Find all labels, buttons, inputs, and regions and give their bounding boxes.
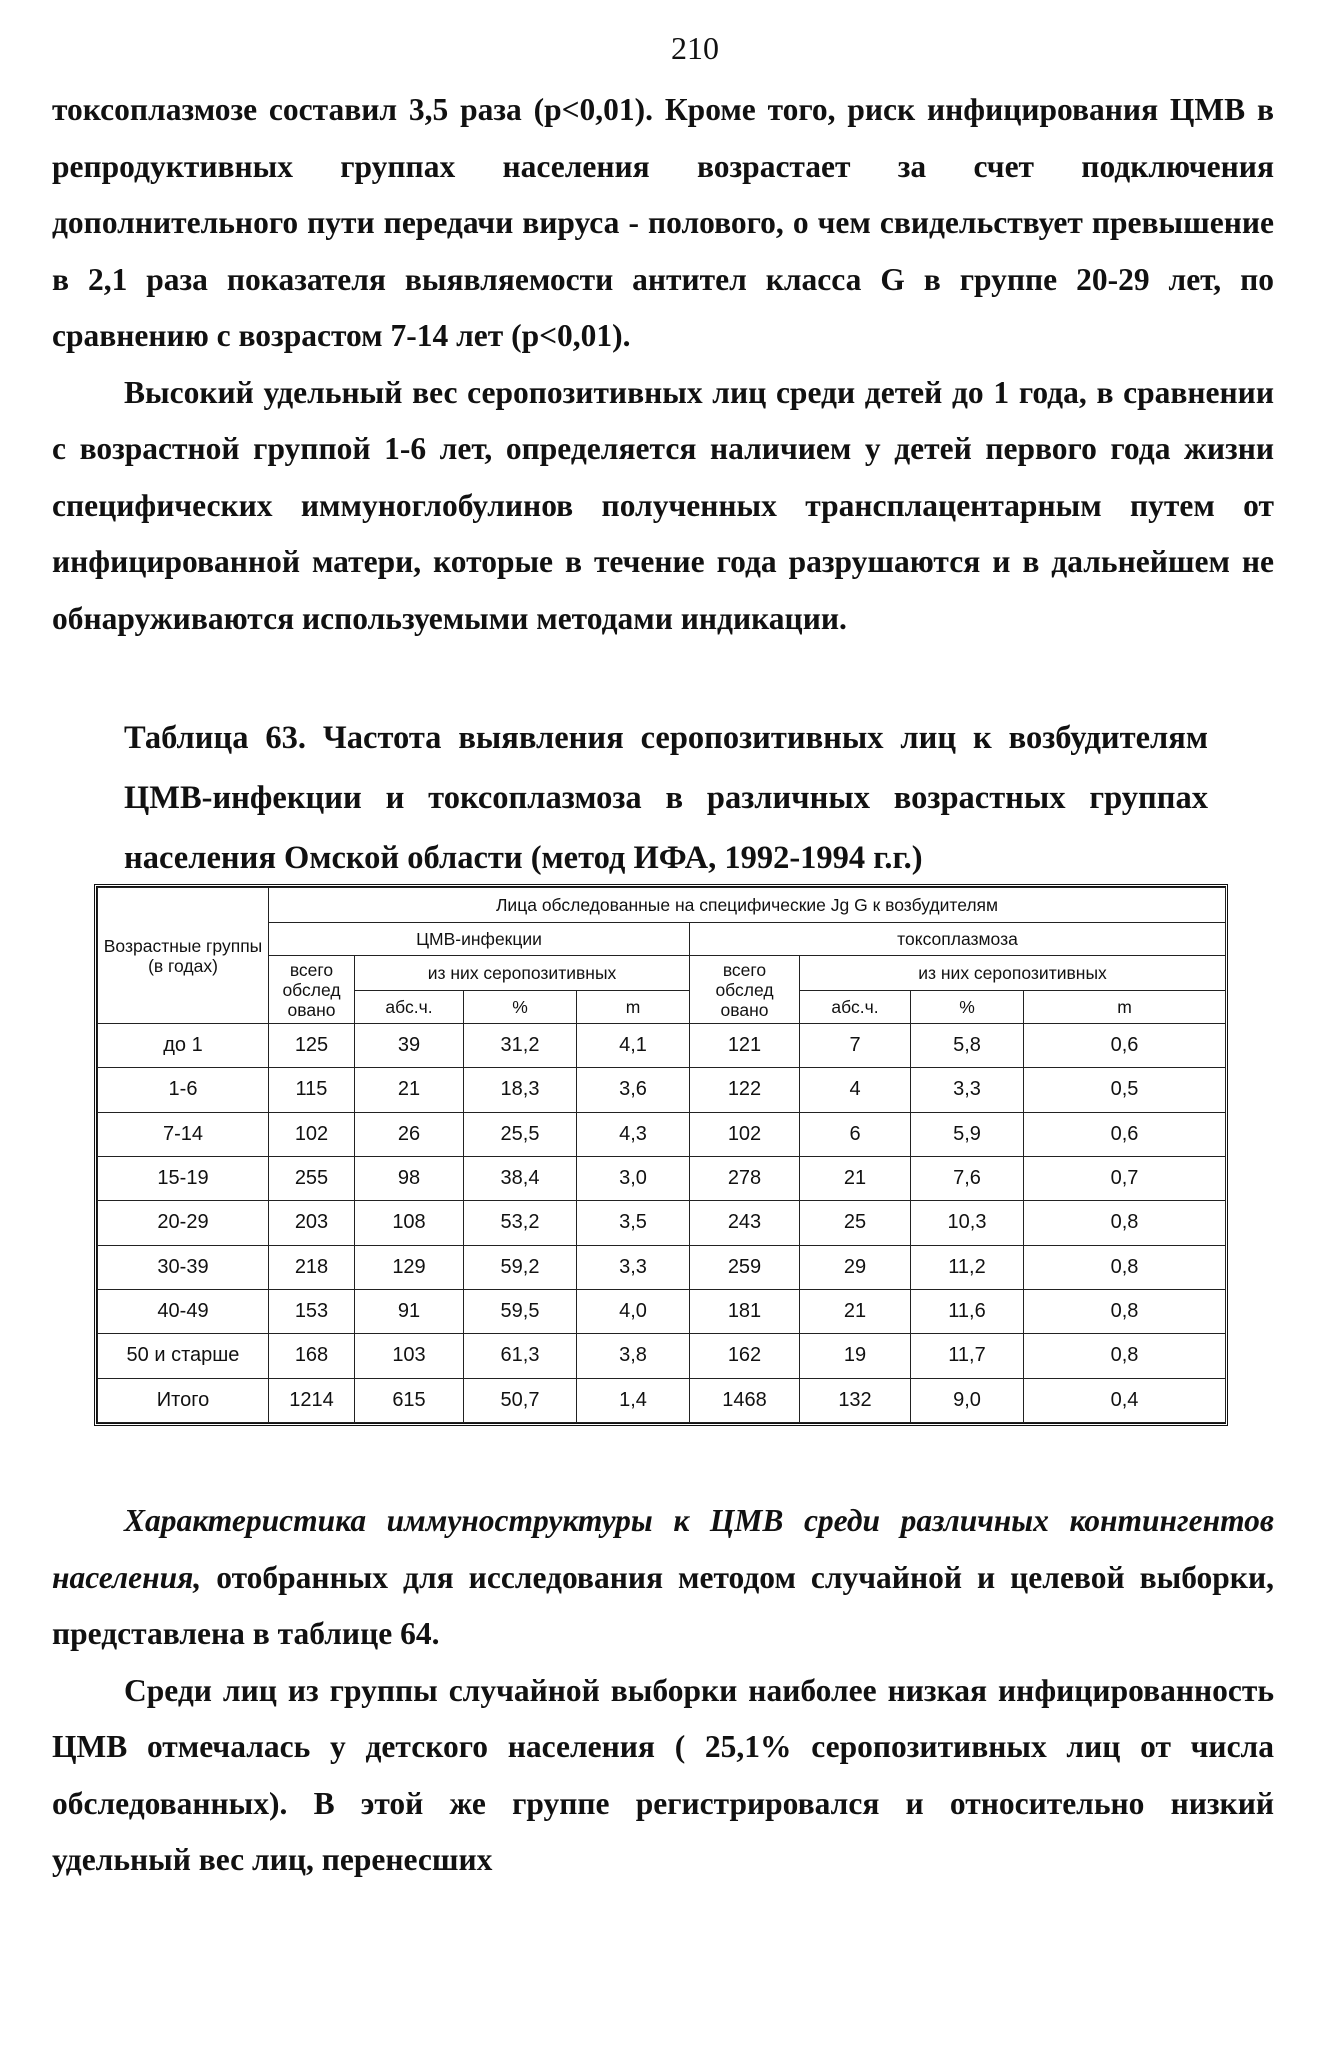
table-cell-t-pct: 5,9 [911,1112,1024,1156]
data-table [97,887,1226,1423]
toxo-total-header: всего обслед овано [690,956,800,1024]
table-caption [124,708,1208,888]
table-cell-t-total: 122 [690,1068,800,1112]
table-cell-t-abs: 7 [800,1024,911,1068]
table-cell-t-abs: 19 [800,1334,911,1378]
table-cell-age: 40-49 [98,1289,269,1333]
table-cell-c-abs: 108 [355,1201,464,1245]
table-cell-c-total: 125 [269,1024,355,1068]
table-cell-t-m: 0,8 [1024,1201,1226,1245]
age-group-header: Возрастные группы (в годах) [98,888,269,1024]
table-cell-c-abs: 91 [355,1289,464,1333]
table-cell-t-m: 0,8 [1024,1289,1226,1333]
table-cell-t-pct: 11,7 [911,1334,1024,1378]
top-text-block [52,82,1274,647]
table-cell-c-total: 255 [269,1156,355,1200]
toxo-header: токсоплазмоза [690,923,1226,956]
toxo-pct-header: % [911,991,1024,1024]
toxo-abs-header: абс.ч. [800,991,911,1024]
table-cell-t-pct: 7,6 [911,1156,1024,1200]
table-cell-t-abs: 132 [800,1378,911,1422]
table-cell-c-abs: 26 [355,1112,464,1156]
table-cell-age: 1-6 [98,1068,269,1112]
toxo-m-header: m [1024,991,1226,1024]
table-cell-c-total: 218 [269,1245,355,1289]
table-cell-c-m: 4,1 [577,1024,690,1068]
table-cell-age: до 1 [98,1024,269,1068]
table-cell-c-pct: 38,4 [464,1156,577,1200]
table-row [98,1112,1226,1156]
table-cell-t-total: 102 [690,1112,800,1156]
table-cell-c-m: 1,4 [577,1378,690,1422]
table-cell-t-total: 1468 [690,1378,800,1422]
table-cell-t-abs: 21 [800,1156,911,1200]
examined-persons-header: Лица обследованные на специфические Jg G к возбудителям [269,888,1226,923]
table-cell-t-total: 243 [690,1201,800,1245]
paragraph-3 [52,1493,1274,1663]
table-cell-c-abs: 129 [355,1245,464,1289]
table-row [98,1201,1226,1245]
table-cell-t-m: 0,6 [1024,1112,1226,1156]
toxo-positive-header: из них серопозитивных [800,956,1226,991]
table-cell-t-pct: 5,8 [911,1024,1024,1068]
table-cell-t-total: 278 [690,1156,800,1200]
table-cell-age: Итого [98,1378,269,1422]
table-row [98,1289,1226,1333]
table-cell-t-m: 0,8 [1024,1334,1226,1378]
paragraph-3-italic-lead: Характеристика иммуноструктуры к ЦМВ среди различных контингентов населения, [52,1503,1274,1595]
table-cell-c-abs: 39 [355,1024,464,1068]
table-cell-t-abs: 4 [800,1068,911,1112]
table-cell-age: 50 и старше [98,1334,269,1378]
cmv-positive-header: из них серопозитивных [355,956,690,991]
table-cell-c-m: 3,8 [577,1334,690,1378]
table-cell-c-total: 168 [269,1334,355,1378]
table-cell-c-abs: 98 [355,1156,464,1200]
table-row [98,1156,1226,1200]
table-cell-c-m: 4,0 [577,1289,690,1333]
paragraph-4: Среди лиц из группы случайной выборки наиболее низкая инфицированность ЦМВ отмечалась у детского населения ( 25,1% серопозитивных лиц от числа обследованных). В этой же группе регистрировался и относительно низкий удельный вес лиц, перенесших [52,1672,1274,1877]
table-cell-t-total: 162 [690,1334,800,1378]
table-cell-age: 7-14 [98,1112,269,1156]
table-row [98,1024,1226,1068]
table-cell-c-m: 4,3 [577,1112,690,1156]
table-cell-age: 30-39 [98,1245,269,1289]
table-cell-t-total: 181 [690,1289,800,1333]
table-cell-t-abs: 29 [800,1245,911,1289]
table-cell-c-pct: 53,2 [464,1201,577,1245]
cmv-pct-header: % [464,991,577,1024]
table-cell-t-pct: 10,3 [911,1201,1024,1245]
cmv-abs-header: абс.ч. [355,991,464,1024]
table-cell-t-pct: 9,0 [911,1378,1024,1422]
table-cell-t-m: 0,6 [1024,1024,1226,1068]
paragraph-1: токсоплазмозе составил 3,5 раза (р<0,01). Кроме того, риск инфицирования ЦМВ в репродуктивных группах населения возрастает за счет подключения дополнительного пути передачи вируса - полового, о чем свидельствует превышение в 2,1 раза показателя выявляемости антител класса G в группе 20-29 лет, по сравнению с возрастом 7-14 лет (р<0,01). [52,92,1274,353]
table-cell-t-abs: 25 [800,1201,911,1245]
cmv-m-header: m [577,991,690,1024]
table-cell-t-m: 0,4 [1024,1378,1226,1422]
table-row [98,1245,1226,1289]
cmv-header: ЦМВ-инфекции [269,923,690,956]
table-cell-c-total: 115 [269,1068,355,1112]
table-cell-c-pct: 18,3 [464,1068,577,1112]
table-cell-t-m: 0,8 [1024,1245,1226,1289]
table-body [98,1024,1226,1423]
table-cell-c-m: 3,0 [577,1156,690,1200]
table-cell-c-abs: 615 [355,1378,464,1422]
table-cell-c-m: 3,3 [577,1245,690,1289]
table-cell-t-total: 259 [690,1245,800,1289]
table-cell-age: 15-19 [98,1156,269,1200]
table-cell-c-m: 3,6 [577,1068,690,1112]
table-cell-c-total: 153 [269,1289,355,1333]
table-caption-text: Таблица 63. Частота выявления серопозитивных лиц к возбудителям ЦМВ-инфекции и токсоплазмоза в различных возрастных группах населения Омской области (метод ИФА, 1992-1994 г.г.) [124,720,1208,876]
bottom-text-block [52,1493,1274,1889]
table-cell-t-abs: 21 [800,1289,911,1333]
table-row [98,1378,1226,1422]
table-cell-c-pct: 59,5 [464,1289,577,1333]
table-cell-c-pct: 31,2 [464,1024,577,1068]
table-cell-t-pct: 11,6 [911,1289,1024,1333]
table-row [98,1068,1226,1112]
table-cell-c-pct: 59,2 [464,1245,577,1289]
table-cell-c-pct: 25,5 [464,1112,577,1156]
table-cell-t-pct: 3,3 [911,1068,1024,1112]
table-cell-t-m: 0,7 [1024,1156,1226,1200]
table-cell-c-pct: 61,3 [464,1334,577,1378]
table-cell-c-total: 1214 [269,1378,355,1422]
table-cell-c-total: 203 [269,1201,355,1245]
table-cell-age: 20-29 [98,1201,269,1245]
data-table-frame [94,884,1228,1426]
table-cell-c-abs: 21 [355,1068,464,1112]
table-cell-t-pct: 11,2 [911,1245,1024,1289]
table-cell-c-pct: 50,7 [464,1378,577,1422]
paragraph-2: Высокий удельный вес серопозитивных лиц среди детей до 1 года, в сравнении с возрастной группой 1-6 лет, определяется наличием у детей первого года жизни специфических иммуноглобулинов полученных трансплацентарным путем от инфицированной матери, которые в течение года разрушаются и в дальнейшем не обнаруживаются используемыми методами индикации. [52,374,1274,636]
table-cell-t-m: 0,5 [1024,1068,1226,1112]
paragraph-3-rest: отобранных для исследования методом случайной и целевой выборки, представлена в таблице 64. [52,1559,1274,1651]
table-cell-c-total: 102 [269,1112,355,1156]
cmv-total-header: всего обслед овано [269,956,355,1024]
page-number: 210 [671,30,719,66]
table-cell-c-m: 3,5 [577,1201,690,1245]
table-cell-c-abs: 103 [355,1334,464,1378]
table-row [98,1334,1226,1378]
table-cell-t-abs: 6 [800,1112,911,1156]
table-cell-t-total: 121 [690,1024,800,1068]
